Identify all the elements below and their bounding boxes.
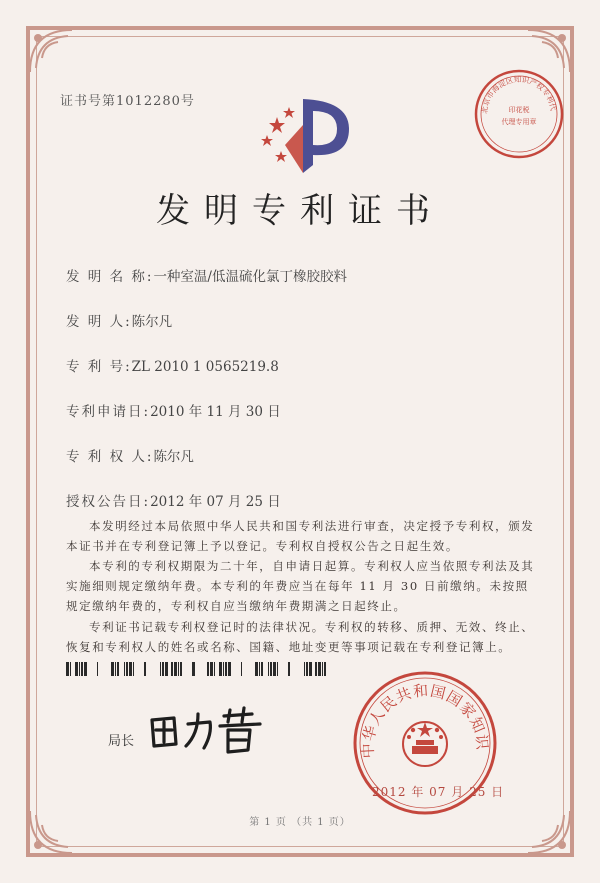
barcode-bar — [324, 662, 326, 676]
paragraph-legal-status — [66, 617, 536, 657]
barcode-bar — [133, 662, 134, 676]
barcode-bar — [115, 662, 116, 676]
field-label: 发 明 人: — [66, 314, 132, 330]
seal-date: 2012 年 07 月 25 日 — [372, 785, 505, 799]
barcode-bar — [124, 662, 125, 676]
barcode-bar — [261, 662, 263, 676]
field-patentee — [66, 445, 194, 465]
national-emblem-icon — [403, 722, 447, 766]
paragraph-text: 专利证书记载专利权登记时的法律状况。专利权的转移、质押、无效、终止、恢复和专利权人的姓名或名称、国籍、地址变更等事项记载在专利登记簿上。 — [66, 620, 535, 654]
barcode-bar — [241, 662, 242, 676]
field-value: 陈尔凡 — [131, 314, 173, 330]
barcode-bar — [165, 662, 168, 676]
field-label: 授权公告日: — [66, 494, 151, 510]
barcode-bar — [79, 662, 80, 676]
field-value: 一种室温/低温硫化氯丁橡胶胶料 — [153, 269, 347, 285]
director-title: 局长 — [108, 734, 135, 749]
paragraph-grant-statement — [66, 516, 536, 556]
barcode-bar — [180, 662, 182, 676]
barcode-bar — [162, 662, 164, 676]
field-value: 2012 年 07 月 25 日 — [150, 494, 281, 510]
barcode-bar — [306, 662, 308, 676]
barcode-bar — [318, 662, 321, 676]
barcode-bar — [81, 662, 83, 676]
field-grant-date — [66, 490, 281, 510]
barcode-bar — [228, 662, 231, 676]
certificate-number: 证书号第1012280号 — [60, 94, 195, 109]
barcode-bar — [223, 662, 224, 676]
barcode-bar — [315, 662, 317, 676]
barcode-bar — [192, 662, 195, 676]
agency-seal — [473, 68, 565, 160]
field-value: 2010 年 11 月 30 日 — [150, 404, 281, 420]
field-invention-name — [66, 265, 347, 285]
corner-ornament-top-left — [28, 28, 74, 74]
barcode-bar — [268, 662, 269, 676]
field-label: 发 明 名 称: — [66, 269, 154, 285]
barcode-bar — [225, 662, 227, 676]
barcode-bar — [304, 662, 305, 676]
barcode-bar — [171, 662, 173, 676]
barcode-bar — [160, 662, 161, 676]
field-label: 专 利 号: — [66, 359, 132, 375]
field-label: 专 利 权 人: — [66, 449, 154, 465]
barcode-bar — [144, 662, 146, 676]
field-inventor — [66, 310, 172, 330]
barcode-bar — [66, 662, 69, 676]
barcode-bar — [111, 662, 114, 676]
barcode-bar — [174, 662, 177, 676]
barcode-bar — [322, 662, 323, 676]
barcode-bar — [288, 662, 290, 676]
patent-office-logo — [255, 95, 355, 175]
stamp-duty-mark: 印花税 — [508, 106, 530, 114]
field-patent-number — [66, 355, 279, 375]
barcode-bar — [210, 662, 213, 676]
svg-text:中华人民共和国国家知识产权局 — [352, 670, 491, 759]
barcode-bar — [219, 662, 222, 676]
barcode-bar — [207, 662, 209, 676]
agency-seal-center: 代理专用章 — [501, 118, 537, 126]
field-application-date — [66, 400, 281, 420]
barcode-bar — [273, 662, 276, 676]
page-number: 第 1 页 （共 1 页） — [249, 817, 351, 828]
official-seal-text: 中华人民共和国国家知识 — [358, 681, 492, 759]
field-label: 专利申请日: — [66, 404, 151, 420]
barcode-bar — [70, 662, 71, 676]
field-value: ZL 2010 1 0565219.8 — [131, 359, 279, 375]
barcode-bar — [277, 662, 278, 676]
barcode-bar — [126, 662, 128, 676]
barcode-bar — [270, 662, 272, 676]
barcode-bar — [255, 662, 258, 676]
paragraph-term-fees — [66, 556, 536, 616]
barcode-bar — [309, 662, 312, 676]
barcode-bar — [129, 662, 132, 676]
barcode-bar — [214, 662, 215, 676]
paragraph-text: 本专利的专利权期限为二十年，自申请日起算。专利权人应当依照专利法及其实施细则规定缴纳年费。本专利的年费应当在每年 11 月 30 日前缴纳。未按照规定缴纳年费的，专利权自应当缴纳年费期满之日起终止。 — [66, 559, 535, 613]
agency-seal-text: 北京市海淀区知识产权专利代 — [479, 74, 558, 115]
barcode-bar — [259, 662, 260, 676]
certificate-title: 发明专利证书 — [156, 191, 444, 231]
director-signature — [144, 700, 274, 758]
field-value: 陈尔凡 — [153, 449, 194, 465]
barcode-bar — [84, 662, 87, 676]
barcode-bar — [117, 662, 119, 676]
paragraph-text: 本发明经过本局依照中华人民共和国专利法进行审查，决定授予专利权，颁发本证书并在专利登记簿上予以登记。专利权自授权公告之日起生效。 — [66, 519, 535, 553]
barcode-bar — [178, 662, 179, 676]
barcode-bar — [75, 662, 78, 676]
barcode — [66, 661, 336, 675]
barcode-bar — [97, 662, 98, 676]
